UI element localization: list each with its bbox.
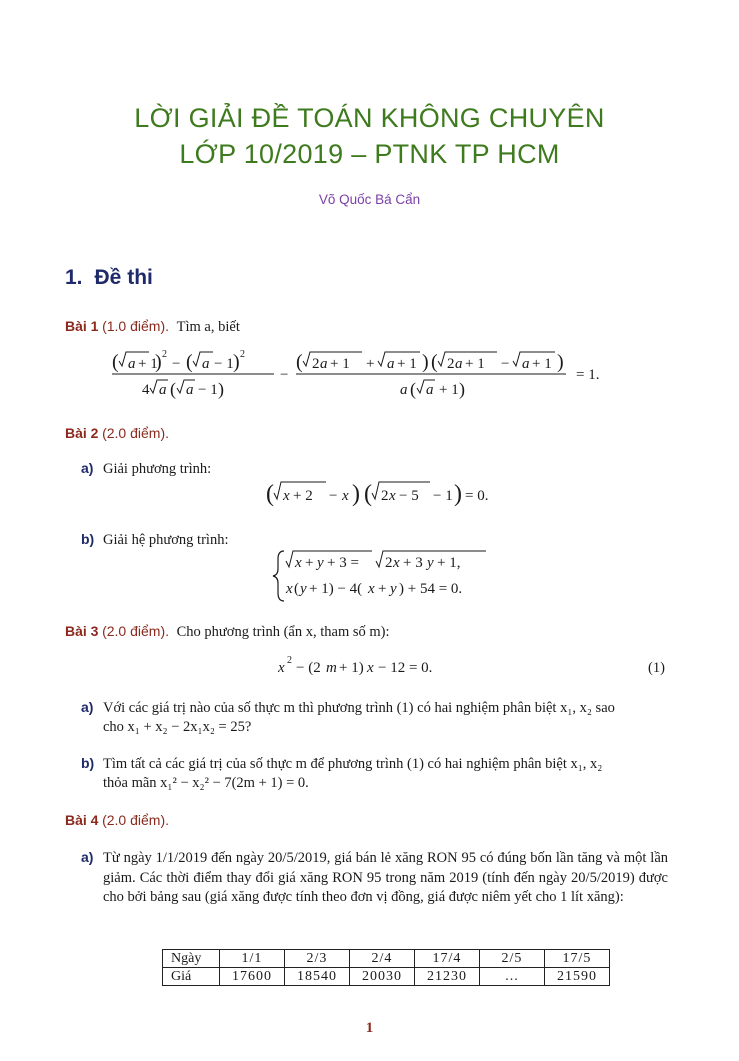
bai3-b-label: b) — [81, 755, 95, 771]
table-cell: 20030 — [350, 968, 415, 986]
bai4-label: Bài 4 — [65, 812, 99, 828]
table-cell: Ngày — [163, 950, 220, 968]
svg-text:+ 2: + 2 — [293, 488, 313, 504]
bai3-label: Bài 3 — [65, 623, 99, 639]
bai2-part-a — [81, 460, 211, 478]
svg-text:): ) — [557, 351, 564, 373]
svg-text:−: − — [280, 367, 289, 383]
svg-text:a: a — [455, 356, 463, 372]
bai3-heading — [65, 623, 390, 641]
svg-text:−: − — [501, 356, 510, 372]
svg-text:a: a — [426, 382, 434, 398]
svg-text:− 5: − 5 — [399, 488, 419, 504]
bai3-b-text-line1: Tìm tất cả các giá trị của số thực m để phương trình (1) có hai nghiệm phân biệt x₁, x₂ — [103, 756, 603, 772]
svg-text:): ) — [454, 481, 462, 507]
bai4-points: (2.0 điểm). — [102, 812, 170, 828]
svg-text:): ) — [233, 351, 240, 373]
svg-text:): ) — [422, 351, 429, 373]
svg-text:y: y — [427, 555, 434, 571]
bai1-prompt: Tìm a, biết — [176, 319, 240, 335]
svg-text:y: y — [390, 581, 397, 597]
bai2-part-b — [81, 531, 228, 549]
svg-text:(: ( — [112, 351, 119, 373]
svg-text:): ) — [459, 379, 465, 399]
table-cell: 2/5 — [480, 950, 545, 968]
bai3-part-b — [81, 755, 602, 773]
table-cell: ... — [480, 968, 545, 986]
svg-text:− (2: − (2 — [296, 660, 321, 676]
svg-text:a: a — [159, 382, 167, 398]
svg-text:): ) — [155, 351, 162, 373]
svg-text:− 1: − 1 — [198, 382, 218, 398]
table-cell: 2/4 — [350, 950, 415, 968]
svg-text:− 12 = 0.: − 12 = 0. — [378, 660, 433, 676]
svg-text:a: a — [522, 356, 530, 372]
svg-text:a: a — [387, 356, 395, 372]
bai3-b-text-line2: thỏa mãn x₁² − x₂² − 7(2m + 1) = 0. — [103, 775, 309, 791]
svg-text:a: a — [186, 382, 194, 398]
svg-text:y: y — [300, 581, 307, 597]
bai2-a-text: Giải phương trình: — [103, 461, 212, 477]
table-cell: 21230 — [415, 968, 480, 986]
svg-text:x: x — [389, 488, 396, 504]
svg-text:a: a — [320, 356, 328, 372]
table-cell: 2/3 — [285, 950, 350, 968]
bai3-prompt: Cho phương trình (ẩn x, tham số m): — [176, 624, 390, 640]
svg-text:(: ( — [431, 351, 438, 373]
svg-text:m: m — [326, 660, 337, 676]
svg-text:+ 1: + 1 — [330, 356, 350, 372]
bai2-a-equation — [266, 478, 516, 512]
bai3-equation-number: (1) — [648, 660, 665, 676]
svg-text:+: + — [305, 555, 314, 571]
bai2-label: Bài 2 — [65, 425, 99, 441]
svg-text:+ 1,: + 1, — [437, 555, 461, 571]
bai4-heading — [65, 812, 169, 830]
svg-text:4: 4 — [142, 382, 150, 398]
svg-text:(: ( — [186, 351, 193, 373]
svg-text:x: x — [278, 660, 285, 676]
author-name: Võ Quốc Bá Cẩn — [318, 192, 421, 207]
svg-text:= 1.: = 1. — [576, 367, 600, 383]
svg-text:(: ( — [170, 379, 176, 399]
bai3-a-text-line2: cho x₁ + x₂ − 2x₁x₂ = 25? — [103, 719, 252, 735]
svg-text:x: x — [393, 555, 400, 571]
bai4-a-label — [81, 849, 103, 867]
svg-text:x: x — [367, 660, 374, 676]
bai3-a-text-line1: Với các giá trị nào của số thực m thì phương trình (1) có hai nghiệm phân biệt x₁, x₂ sao — [103, 700, 615, 716]
svg-text:(: ( — [296, 351, 303, 373]
svg-text:+ 1: + 1 — [465, 356, 485, 372]
svg-text:) + 54 = 0.: ) + 54 = 0. — [399, 581, 463, 597]
svg-text:+ 1): + 1) — [339, 660, 364, 676]
bai4-a-text: Từ ngày 1/1/2019 đến ngày 20/5/2019, giá bán lẻ xăng RON 95 có đúng bốn lần tăng và một lần giảm. Các thời điểm thay đổi giá xăng RON 95 trong năm 2019 (tính đến ngày 20/5/2019) được cho bởi bảng sau (giá xăng được tính theo đơn vị đồng, giá được niêm yết cho 1 lít xăng): — [103, 850, 668, 905]
bai3-points: (2.0 điểm). — [102, 623, 170, 639]
price-table — [162, 949, 610, 986]
table-cell: Giá — [163, 968, 220, 986]
svg-text:= 0.: = 0. — [465, 488, 489, 504]
svg-text:a: a — [202, 356, 210, 372]
svg-text:+ 1: + 1 — [138, 356, 158, 372]
svg-text:+ 3: + 3 — [403, 555, 423, 571]
svg-text:2: 2 — [312, 356, 320, 372]
table-cell: 21590 — [545, 968, 610, 986]
svg-text:− 1: − 1 — [433, 488, 453, 504]
svg-text:2: 2 — [381, 488, 389, 504]
svg-text:x: x — [295, 555, 302, 571]
bai1-points: (1.0 điểm). — [102, 318, 170, 334]
table-row — [163, 950, 610, 968]
svg-text:a: a — [400, 382, 408, 398]
svg-text:x: x — [342, 488, 349, 504]
bai1-label: Bài 1 — [65, 318, 99, 334]
svg-text:2: 2 — [287, 655, 292, 666]
section-number: 1. — [65, 266, 83, 289]
table-cell: 17/5 — [545, 950, 610, 968]
svg-text:+ 1) − 4(: + 1) − 4( — [309, 581, 363, 597]
svg-text:−: − — [329, 488, 338, 504]
table-row — [163, 968, 610, 986]
bai3-part-a — [81, 699, 615, 717]
svg-text:+: + — [378, 581, 387, 597]
table-cell: 17/4 — [415, 950, 480, 968]
svg-text:): ) — [352, 481, 360, 507]
bai2-b-label: b) — [81, 531, 95, 547]
svg-text:+: + — [366, 356, 375, 372]
svg-text:a: a — [128, 356, 136, 372]
svg-text:(: ( — [266, 481, 274, 507]
svg-text:x: x — [368, 581, 375, 597]
bai2-points: (2.0 điểm). — [102, 425, 170, 441]
svg-text:(: ( — [294, 581, 299, 597]
section-heading — [65, 266, 153, 290]
svg-text:+ 1: + 1 — [397, 356, 417, 372]
svg-text:2: 2 — [385, 555, 393, 571]
table-cell: 18540 — [285, 968, 350, 986]
bai1-equation — [110, 344, 630, 408]
bai3-equation — [278, 652, 468, 678]
bai1-heading — [65, 318, 240, 336]
svg-text:+ 1: + 1 — [439, 382, 459, 398]
svg-text:−: − — [172, 356, 181, 372]
svg-text:2: 2 — [447, 356, 455, 372]
bai4-a-label-text: a) — [81, 849, 94, 865]
table-cell: 17600 — [220, 968, 285, 986]
svg-text:− 1: − 1 — [214, 356, 234, 372]
svg-text:x: x — [286, 581, 293, 597]
svg-text:+ 3 =: + 3 = — [327, 555, 359, 571]
bai2-heading — [65, 425, 169, 443]
table-cell: 1/1 — [220, 950, 285, 968]
bai3-a-label: a) — [81, 699, 94, 715]
document-title — [0, 100, 739, 172]
svg-text:+ 1: + 1 — [532, 356, 552, 372]
section-title: Đề thi — [94, 266, 153, 289]
bai2-b-system — [272, 547, 512, 605]
bai2-a-label: a) — [81, 460, 94, 476]
svg-text:(: ( — [364, 481, 372, 507]
title-line-1: LỜI GIẢI ĐỀ TOÁN KHÔNG CHUYÊN — [134, 103, 605, 133]
svg-text:(: ( — [410, 379, 416, 399]
svg-text:x: x — [283, 488, 290, 504]
svg-text:2: 2 — [162, 349, 167, 360]
svg-text:): ) — [218, 379, 224, 399]
title-line-2: LỚP 10/2019 – PTNK TP HCM — [179, 139, 560, 169]
svg-text:y: y — [317, 555, 324, 571]
page-number: 1 — [365, 1020, 374, 1036]
bai2-b-text: Giải hệ phương trình: — [103, 532, 229, 548]
svg-text:2: 2 — [240, 349, 245, 360]
